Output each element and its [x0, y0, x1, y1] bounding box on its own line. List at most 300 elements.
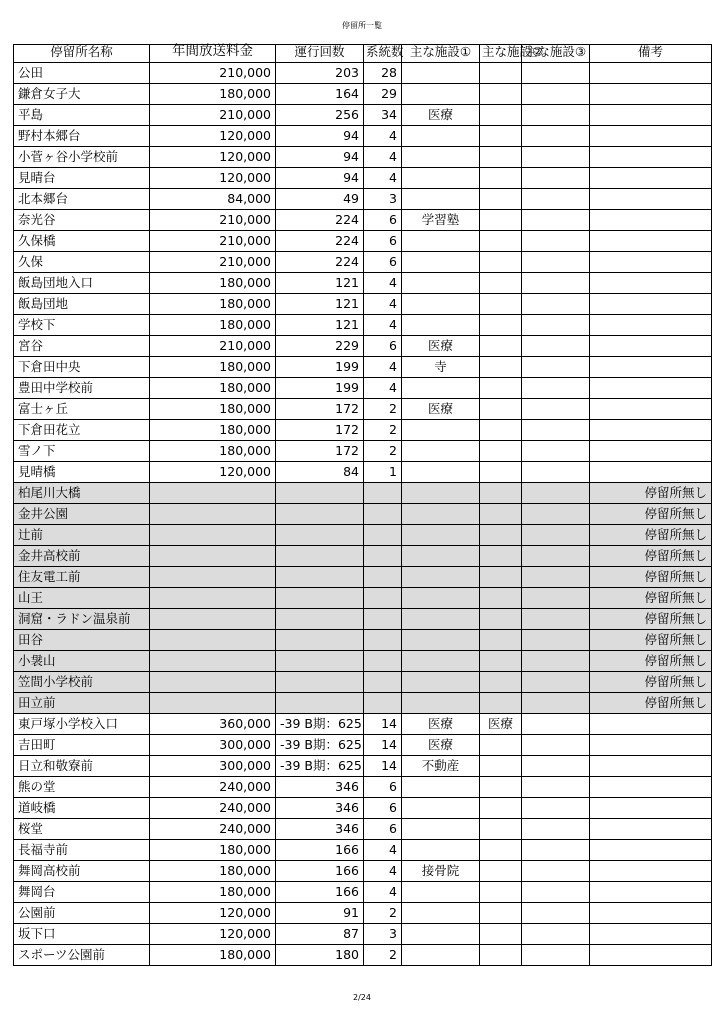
line-count-cell: 6	[364, 231, 402, 252]
stop-name-cell: 学校下	[14, 315, 150, 336]
table-row	[14, 357, 712, 378]
facility-1-cell: 医療	[402, 336, 480, 357]
run-count-cell	[276, 567, 364, 588]
run-count-cell	[276, 525, 364, 546]
table-row	[14, 399, 712, 420]
stop-name-cell: 舞岡高校前	[14, 861, 150, 882]
facility-1-cell	[402, 63, 480, 84]
facility-2-cell	[480, 420, 522, 441]
facility-1-cell	[402, 840, 480, 861]
line-count-cell	[364, 588, 402, 609]
line-count-cell: 4	[364, 147, 402, 168]
table-row	[14, 546, 712, 567]
table-row	[14, 105, 712, 126]
table-row	[14, 924, 712, 945]
line-count-cell: 4	[364, 882, 402, 903]
remarks-cell	[590, 441, 712, 462]
stop-name-cell: 鎌倉女子大	[14, 84, 150, 105]
facility-2-cell	[480, 651, 522, 672]
annual-fee-cell	[150, 525, 276, 546]
line-count-cell: 4	[364, 126, 402, 147]
facility-3-cell	[522, 483, 590, 504]
remarks-cell	[590, 777, 712, 798]
facility-1-cell	[402, 777, 480, 798]
annual-fee-cell: 210,000	[150, 63, 276, 84]
remarks-cell	[590, 126, 712, 147]
table-row	[14, 630, 712, 651]
line-count-cell: 4	[364, 378, 402, 399]
line-count-cell: 6	[364, 252, 402, 273]
stop-name-cell: 見晴橋	[14, 462, 150, 483]
facility-2-cell	[480, 399, 522, 420]
facility-1-cell	[402, 168, 480, 189]
facility-2-cell: 医療	[480, 714, 522, 735]
line-count-cell: 4	[364, 294, 402, 315]
facility-3-cell	[522, 609, 590, 630]
run-count-cell	[276, 651, 364, 672]
line-count-cell	[364, 630, 402, 651]
facility-1-cell	[402, 693, 480, 714]
facility-2-cell	[480, 798, 522, 819]
run-count-cell: 166	[276, 861, 364, 882]
annual-fee-cell: 210,000	[150, 105, 276, 126]
table-row	[14, 462, 712, 483]
line-count-cell: 6	[364, 777, 402, 798]
facility-2-cell	[480, 882, 522, 903]
stop-name-cell: 金井公園	[14, 504, 150, 525]
stop-name-cell: 下倉田花立	[14, 420, 150, 441]
table-row	[14, 777, 712, 798]
facility-3-cell	[522, 504, 590, 525]
run-count-cell: 346	[276, 777, 364, 798]
stop-name-cell: 北本郷台	[14, 189, 150, 210]
facility-2-cell	[480, 525, 522, 546]
facility-2-cell	[480, 63, 522, 84]
facility-3-cell	[522, 126, 590, 147]
facility-3-cell	[522, 231, 590, 252]
facility-2-cell	[480, 126, 522, 147]
facility-1-cell	[402, 231, 480, 252]
facility-1-cell: 寺	[402, 357, 480, 378]
facility-2-cell	[480, 903, 522, 924]
remarks-cell	[590, 756, 712, 777]
facility-1-cell: 学習塾	[402, 210, 480, 231]
line-count-cell: 6	[364, 798, 402, 819]
facility-1-cell	[402, 147, 480, 168]
facility-1-cell: 医療	[402, 105, 480, 126]
stop-name-cell: 平島	[14, 105, 150, 126]
remarks-cell	[590, 903, 712, 924]
stop-name-cell: 東戸塚小学校入口	[14, 714, 150, 735]
facility-1-cell: 医療	[402, 714, 480, 735]
line-count-cell	[364, 567, 402, 588]
stop-name-cell: 坂下口	[14, 924, 150, 945]
run-count-cell: 346	[276, 819, 364, 840]
facility-1-cell	[402, 903, 480, 924]
run-count-cell: 121	[276, 273, 364, 294]
table-row	[14, 882, 712, 903]
line-count-cell: 2	[364, 903, 402, 924]
facility-1-cell	[402, 420, 480, 441]
annual-fee-cell: 180,000	[150, 273, 276, 294]
run-count-cell	[276, 546, 364, 567]
facility-1-cell	[402, 84, 480, 105]
line-count-cell: 4	[364, 273, 402, 294]
stop-name-cell: 田谷	[14, 630, 150, 651]
run-count-cell	[276, 483, 364, 504]
facility-2-cell	[480, 819, 522, 840]
remarks-cell	[590, 924, 712, 945]
header-facility-3: 主な施設③	[522, 45, 590, 63]
run-count-cell: 87	[276, 924, 364, 945]
line-count-cell: 34	[364, 105, 402, 126]
facility-2-cell	[480, 840, 522, 861]
annual-fee-cell	[150, 546, 276, 567]
table-row	[14, 672, 712, 693]
annual-fee-cell: 240,000	[150, 798, 276, 819]
facility-3-cell	[522, 273, 590, 294]
annual-fee-cell	[150, 693, 276, 714]
run-count-cell: 224	[276, 231, 364, 252]
table-row	[14, 147, 712, 168]
remarks-cell	[590, 735, 712, 756]
remarks-cell	[590, 63, 712, 84]
stop-name-cell: 雪ノ下	[14, 441, 150, 462]
line-count-cell: 28	[364, 63, 402, 84]
facility-2-cell	[480, 210, 522, 231]
facility-1-cell	[402, 819, 480, 840]
header-remarks: 備考	[590, 45, 712, 63]
facility-3-cell	[522, 546, 590, 567]
annual-fee-cell: 84,000	[150, 189, 276, 210]
run-count-cell: 224	[276, 252, 364, 273]
remarks-cell	[590, 336, 712, 357]
facility-1-cell: 接骨院	[402, 861, 480, 882]
remarks-cell	[590, 861, 712, 882]
facility-2-cell	[480, 147, 522, 168]
stop-name-cell: スポーツ公園前	[14, 945, 150, 966]
line-count-cell: 3	[364, 924, 402, 945]
remarks-cell	[590, 315, 712, 336]
stop-name-cell: 宮谷	[14, 336, 150, 357]
annual-fee-cell: 120,000	[150, 903, 276, 924]
line-count-cell: 6	[364, 819, 402, 840]
table-row	[14, 294, 712, 315]
stop-name-cell: 桜堂	[14, 819, 150, 840]
facility-2-cell	[480, 315, 522, 336]
facility-2-cell	[480, 462, 522, 483]
run-count-cell	[276, 693, 364, 714]
line-count-cell: 29	[364, 84, 402, 105]
facility-2-cell	[480, 504, 522, 525]
stop-name-cell: 野村本郷台	[14, 126, 150, 147]
facility-2-cell	[480, 609, 522, 630]
facility-3-cell	[522, 462, 590, 483]
annual-fee-cell: 120,000	[150, 462, 276, 483]
stop-name-cell: 見晴台	[14, 168, 150, 189]
annual-fee-cell: 300,000	[150, 756, 276, 777]
line-count-cell	[364, 504, 402, 525]
run-count-cell: 229	[276, 336, 364, 357]
stop-name-cell: 柏尾川大橋	[14, 483, 150, 504]
remarks-cell	[590, 252, 712, 273]
run-count-cell: 121	[276, 315, 364, 336]
remarks-cell: 停留所無し	[590, 630, 712, 651]
table-row	[14, 588, 712, 609]
annual-fee-cell: 180,000	[150, 441, 276, 462]
header-stop-name: 停留所名称	[14, 45, 150, 63]
annual-fee-cell: 240,000	[150, 819, 276, 840]
page-number: 2/24	[353, 993, 371, 1002]
line-count-cell: 14	[364, 714, 402, 735]
stop-name-cell: 飯島団地	[14, 294, 150, 315]
stop-name-cell: 奈光谷	[14, 210, 150, 231]
run-count-cell: 166	[276, 882, 364, 903]
remarks-cell	[590, 210, 712, 231]
facility-2-cell	[480, 294, 522, 315]
facility-1-cell	[402, 462, 480, 483]
facility-3-cell	[522, 651, 590, 672]
facility-3-cell	[522, 777, 590, 798]
annual-fee-cell: 180,000	[150, 861, 276, 882]
stop-name-cell: 久保	[14, 252, 150, 273]
run-count-cell: -39 B期：625	[276, 756, 364, 777]
facility-2-cell	[480, 84, 522, 105]
facility-3-cell	[522, 294, 590, 315]
remarks-cell	[590, 168, 712, 189]
line-count-cell: 2	[364, 945, 402, 966]
remarks-cell: 停留所無し	[590, 588, 712, 609]
facility-3-cell	[522, 693, 590, 714]
facility-2-cell	[480, 105, 522, 126]
run-count-cell: -39 B期：625	[276, 735, 364, 756]
remarks-cell	[590, 105, 712, 126]
facility-3-cell	[522, 882, 590, 903]
line-count-cell: 4	[364, 357, 402, 378]
line-count-cell	[364, 546, 402, 567]
facility-2-cell	[480, 777, 522, 798]
run-count-cell: 49	[276, 189, 364, 210]
line-count-cell	[364, 483, 402, 504]
run-count-cell: 346	[276, 798, 364, 819]
facility-3-cell	[522, 525, 590, 546]
line-count-cell: 4	[364, 168, 402, 189]
run-count-cell	[276, 672, 364, 693]
run-count-cell: 94	[276, 147, 364, 168]
annual-fee-cell	[150, 609, 276, 630]
facility-3-cell	[522, 945, 590, 966]
annual-fee-cell: 180,000	[150, 840, 276, 861]
annual-fee-cell	[150, 483, 276, 504]
facility-1-cell	[402, 945, 480, 966]
facility-2-cell	[480, 483, 522, 504]
facility-1-cell	[402, 189, 480, 210]
stop-name-cell: 住友電工前	[14, 567, 150, 588]
line-count-cell	[364, 651, 402, 672]
facility-3-cell	[522, 819, 590, 840]
stop-name-cell: 洞窟・ラドン温泉前	[14, 609, 150, 630]
table-row	[14, 126, 712, 147]
facility-3-cell	[522, 252, 590, 273]
remarks-cell	[590, 882, 712, 903]
facility-1-cell: 医療	[402, 735, 480, 756]
run-count-cell: 84	[276, 462, 364, 483]
facility-2-cell	[480, 336, 522, 357]
table-row	[14, 441, 712, 462]
remarks-cell	[590, 273, 712, 294]
facility-2-cell	[480, 693, 522, 714]
remarks-cell: 停留所無し	[590, 546, 712, 567]
run-count-cell: 164	[276, 84, 364, 105]
line-count-cell: 4	[364, 840, 402, 861]
facility-2-cell	[480, 735, 522, 756]
facility-1-cell	[402, 567, 480, 588]
table-row	[14, 609, 712, 630]
annual-fee-cell: 360,000	[150, 714, 276, 735]
stop-table	[13, 44, 712, 966]
annual-fee-cell	[150, 651, 276, 672]
table-row	[14, 336, 712, 357]
facility-3-cell	[522, 714, 590, 735]
line-count-cell: 14	[364, 756, 402, 777]
remarks-cell	[590, 357, 712, 378]
table-row	[14, 63, 712, 84]
table-row	[14, 840, 712, 861]
table-row	[14, 483, 712, 504]
annual-fee-cell	[150, 567, 276, 588]
facility-3-cell	[522, 147, 590, 168]
annual-fee-cell: 180,000	[150, 420, 276, 441]
header-run-count: 運行回数	[276, 45, 364, 63]
facility-3-cell	[522, 168, 590, 189]
run-count-cell: 172	[276, 441, 364, 462]
remarks-cell	[590, 798, 712, 819]
facility-3-cell	[522, 798, 590, 819]
facility-3-cell	[522, 441, 590, 462]
table-row	[14, 189, 712, 210]
line-count-cell: 14	[364, 735, 402, 756]
facility-3-cell	[522, 924, 590, 945]
run-count-cell: -39 B期：625	[276, 714, 364, 735]
facility-3-cell	[522, 672, 590, 693]
annual-fee-cell: 180,000	[150, 882, 276, 903]
facility-1-cell: 医療	[402, 399, 480, 420]
run-count-cell: 121	[276, 294, 364, 315]
remarks-cell	[590, 378, 712, 399]
table-row	[14, 273, 712, 294]
stop-name-cell: 長福寺前	[14, 840, 150, 861]
header-annual-fee: 年間放送料金	[150, 45, 276, 63]
facility-1-cell	[402, 504, 480, 525]
facility-1-cell: 不動産	[402, 756, 480, 777]
annual-fee-cell	[150, 630, 276, 651]
facility-1-cell	[402, 483, 480, 504]
remarks-cell	[590, 840, 712, 861]
annual-fee-cell: 180,000	[150, 84, 276, 105]
facility-1-cell	[402, 378, 480, 399]
run-count-cell	[276, 588, 364, 609]
remarks-cell	[590, 189, 712, 210]
stop-name-cell: 金井高校前	[14, 546, 150, 567]
facility-3-cell	[522, 420, 590, 441]
facility-2-cell	[480, 252, 522, 273]
annual-fee-cell: 210,000	[150, 231, 276, 252]
facility-3-cell	[522, 588, 590, 609]
run-count-cell: 256	[276, 105, 364, 126]
line-count-cell	[364, 609, 402, 630]
annual-fee-cell: 120,000	[150, 168, 276, 189]
facility-3-cell	[522, 630, 590, 651]
stop-name-cell: 下倉田中央	[14, 357, 150, 378]
stop-name-cell: 小菅ヶ谷小学校前	[14, 147, 150, 168]
run-count-cell: 203	[276, 63, 364, 84]
run-count-cell: 199	[276, 357, 364, 378]
table-row	[14, 210, 712, 231]
facility-3-cell	[522, 903, 590, 924]
stop-name-cell: 吉田町	[14, 735, 150, 756]
stop-name-cell: 日立和敬寮前	[14, 756, 150, 777]
table-header-row	[14, 45, 712, 63]
table-row	[14, 735, 712, 756]
facility-1-cell	[402, 273, 480, 294]
table-row	[14, 756, 712, 777]
line-count-cell	[364, 525, 402, 546]
run-count-cell: 94	[276, 168, 364, 189]
run-count-cell	[276, 504, 364, 525]
facility-3-cell	[522, 840, 590, 861]
annual-fee-cell: 210,000	[150, 336, 276, 357]
run-count-cell: 166	[276, 840, 364, 861]
remarks-cell: 停留所無し	[590, 672, 712, 693]
remarks-cell	[590, 399, 712, 420]
table-row	[14, 84, 712, 105]
table-row	[14, 315, 712, 336]
line-count-cell: 6	[364, 210, 402, 231]
annual-fee-cell	[150, 672, 276, 693]
facility-2-cell	[480, 273, 522, 294]
header-facility-1: 主な施設①	[402, 45, 480, 63]
facility-1-cell	[402, 315, 480, 336]
annual-fee-cell: 180,000	[150, 357, 276, 378]
table-row	[14, 651, 712, 672]
line-count-cell: 4	[364, 315, 402, 336]
facility-3-cell	[522, 105, 590, 126]
facility-1-cell	[402, 651, 480, 672]
remarks-cell	[590, 819, 712, 840]
remarks-cell: 停留所無し	[590, 525, 712, 546]
facility-1-cell	[402, 630, 480, 651]
line-count-cell: 6	[364, 336, 402, 357]
facility-1-cell	[402, 525, 480, 546]
table-row	[14, 861, 712, 882]
facility-2-cell	[480, 378, 522, 399]
line-count-cell: 4	[364, 861, 402, 882]
remarks-cell	[590, 714, 712, 735]
remarks-cell	[590, 294, 712, 315]
stop-name-cell: 豊田中学校前	[14, 378, 150, 399]
remarks-cell	[590, 420, 712, 441]
table-row	[14, 567, 712, 588]
line-count-cell: 3	[364, 189, 402, 210]
run-count-cell: 172	[276, 399, 364, 420]
facility-2-cell	[480, 924, 522, 945]
run-count-cell: 199	[276, 378, 364, 399]
run-count-cell	[276, 609, 364, 630]
remarks-cell: 停留所無し	[590, 609, 712, 630]
stop-name-cell: 辻前	[14, 525, 150, 546]
table-row	[14, 252, 712, 273]
annual-fee-cell: 120,000	[150, 126, 276, 147]
